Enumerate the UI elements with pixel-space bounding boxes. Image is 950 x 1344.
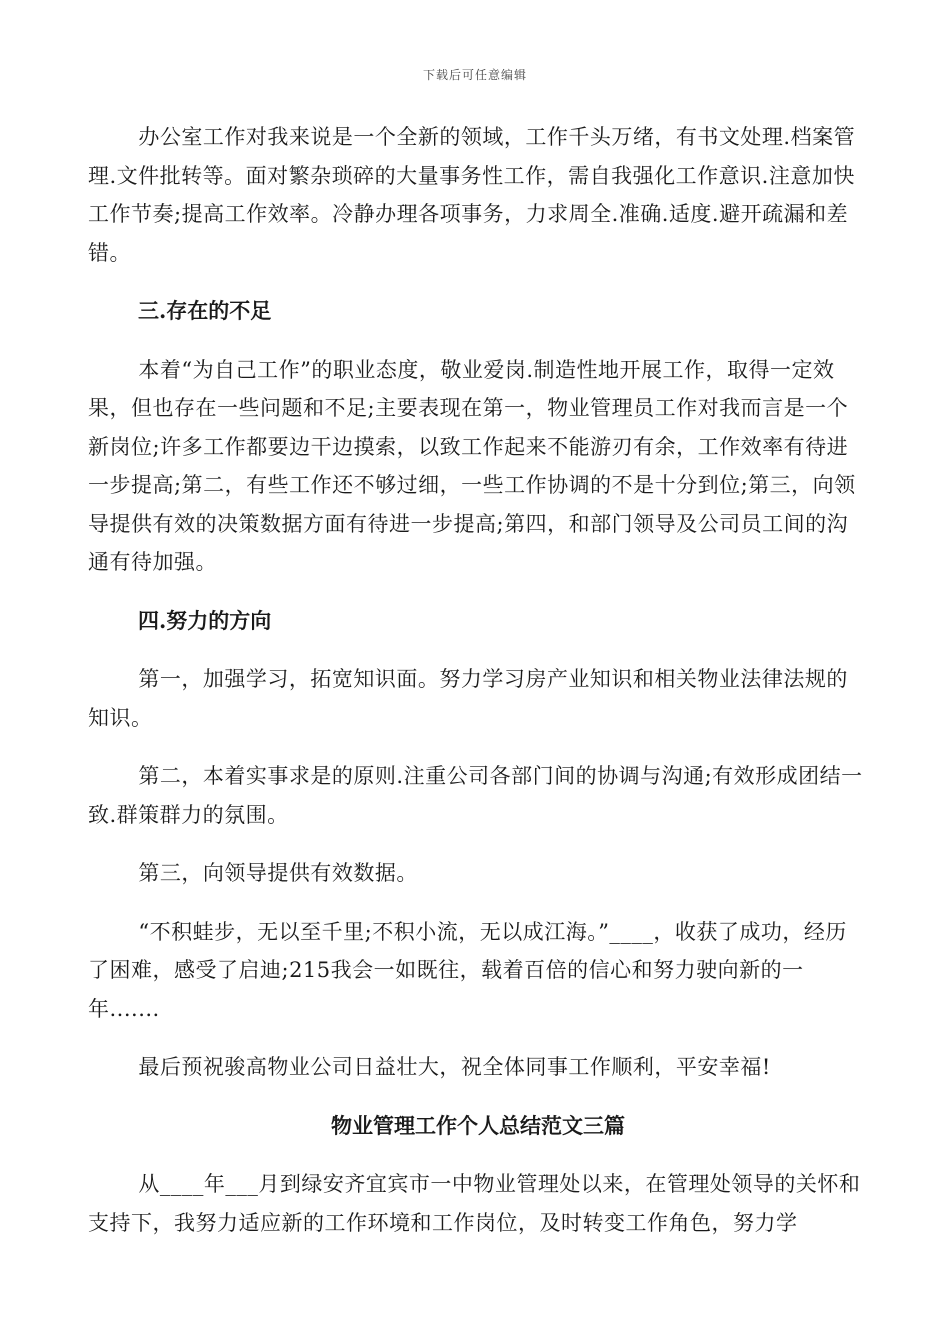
paragraph-direction-3: 第三，向领导提供有效数据。 (138, 861, 418, 885)
paragraph-office-work: 办公室工作对我来说是一个全新的领域，工作千头万绪，有书文处理.档案管理.文件批转等。面对繁杂琐碎的大量事务性工作，需自我强化工作意识.注意加快工作节奏;提高工作效率。冷静办理各项事务，力求周全.准确.适度.避开疏漏和差错。 (88, 125, 856, 265)
article-title: 物业管理工作个人总结范文三篇 (331, 1112, 625, 1138)
paragraph-shortcomings: 本着“为自己工作”的职业态度，敬业爱岗.制造性地开展工作，取得一定效果，但也存在一些问题和不足;主要表现在第一，物业管理员工作对我而言是一个新岗位;许多工作都要边干边摸索，以致工作起来不能游刃有余，工作效率有待进一步提高;第二，有些工作还不够过细，一些工作协调的不是十分到位;第三，向领导提供有效的决策数据方面有待进一步提高;第四，和部门领导及公司员工间的沟通有待加强。 (88, 357, 856, 574)
document-body (88, 118, 868, 1242)
paragraph-quote: “不积蛙步，无以至千里;不积小流，无以成江海。”____，收获了成功，经历了困难，感受了启迪;215我会一如既往，载着百倍的信心和努力驶向新的一年....... (88, 919, 847, 1021)
section-heading-shortcomings: 三.存在的不足 (138, 298, 272, 323)
page-header: 下载后可任意编辑 (422, 68, 527, 82)
paragraph-intro: 从____年___月到绿安齐宜宾市一中物业管理处以来，在管理处领导的关怀和支持下，我努力适应新的工作环境和工作岗位，及时转变工作角色，努力学 (88, 1172, 861, 1235)
paragraph-closing: 最后预祝骏高物业公司日益壮大，祝全体同事工作顺利，平安幸福! (138, 1055, 771, 1079)
section-heading-direction: 四.努力的方向 (138, 607, 272, 633)
paragraph-direction-2: 第二，本着实事求是的原则.注重公司各部门间的协调与沟通;有效形成团结一致.群策群力的氛围。 (88, 764, 863, 827)
paragraph-direction-1: 第一，加强学习，拓宽知识面。努力学习房产业知识和相关物业法律法规的知识。 (88, 667, 848, 730)
